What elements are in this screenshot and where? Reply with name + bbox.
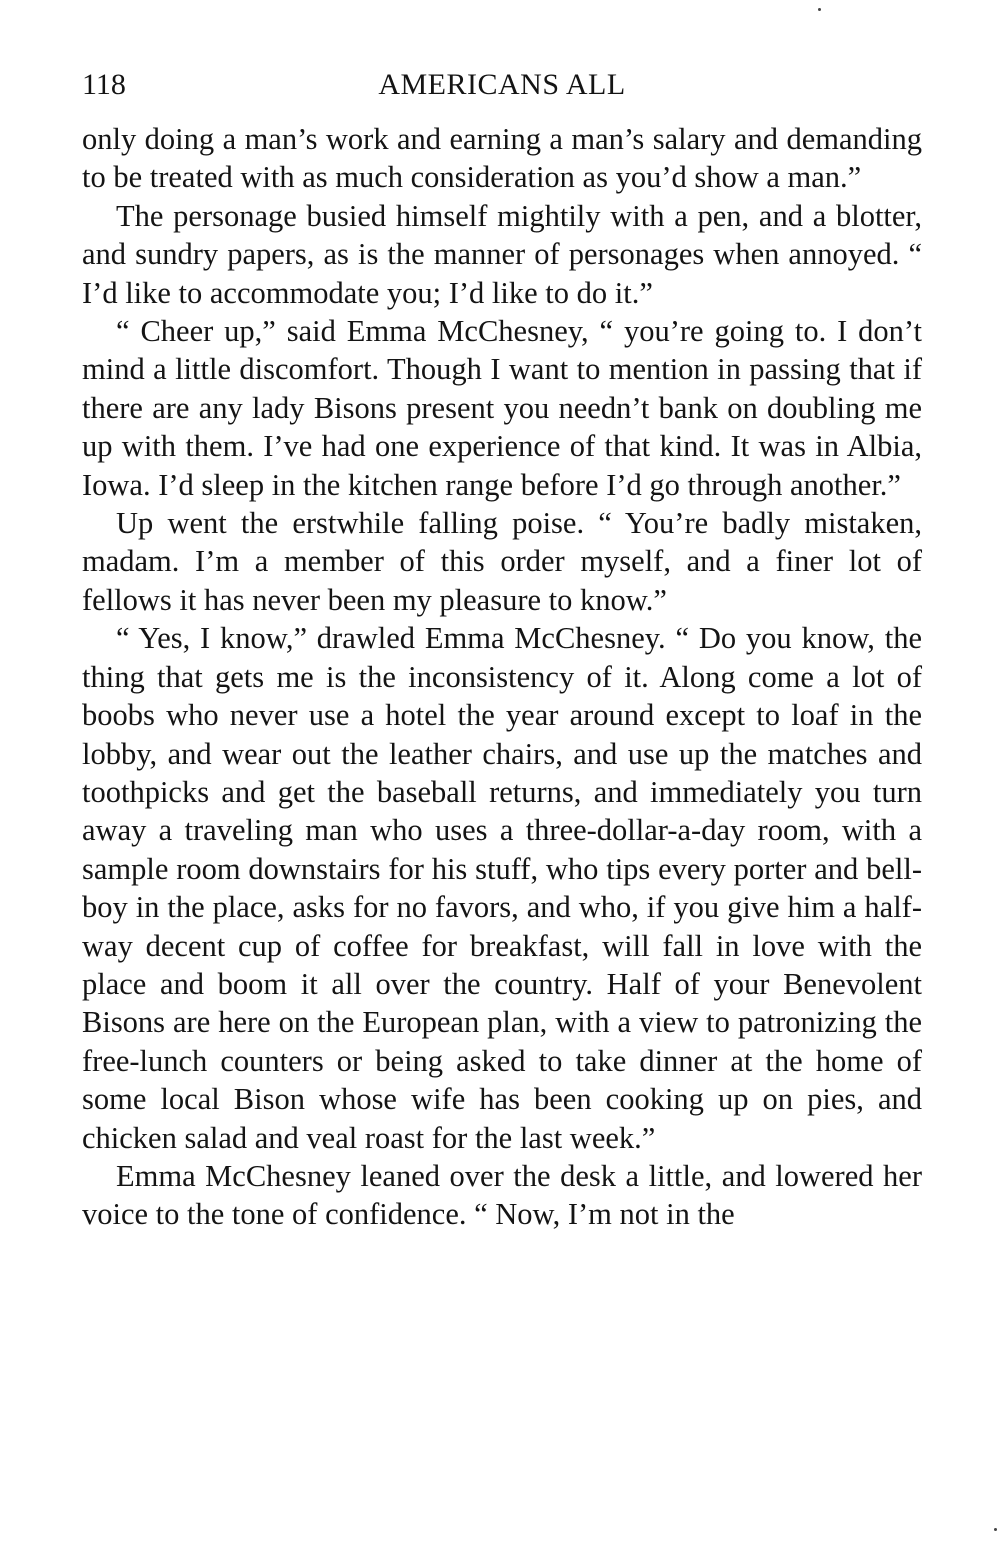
body-text (82, 120, 922, 1234)
scan-speck (994, 1528, 997, 1531)
paragraph-continued: only doing a man’s work and earning a man’s salary and demanding to be treated with as much consideration as you’d show a man.” (82, 122, 922, 195)
scan-speck (818, 8, 821, 11)
page-number: 118 (82, 68, 126, 101)
paragraph: Up went the erstwhile falling poise. “ You’re badly mistaken, madam. I’m a member of this order myself, and a finer lot of fellows it has never been my pleasure to know.” (82, 506, 922, 617)
paragraph: Emma McChesney leaned over the desk a little, and lowered her voice to the tone of confidence. “ Now, I’m not in the (82, 1158, 922, 1232)
running-head (82, 62, 922, 108)
paragraph: “ Yes, I know,” drawled Emma McChesney. “ Do you know, the thing that gets me is the inconsistency of it. Along come a lot of boobs who never use a hotel the year around except to loaf in the lobby, and wear out the leather chairs, and use up the matches and toothpicks and get the baseball returns, and immediately you turn away a traveling man who uses a three-dollar-a-day room, with a sample room downstairs for his stuff, who tips every porter and bell-boy in the place, asks for no favors, and who, if you give him a half-way decent cup of coffee for breakfast, will fall in love with the place and boom it all over the country. Half of your Benevolent Bisons are here on the European plan, with a view to patronizing the free-lunch counters or being asked to take dinner at the home of some local Bison whose wife has been cooking up on pies, and chicken salad and veal roast for the last week.” (82, 621, 922, 1155)
running-title: AMERICANS ALL (378, 68, 626, 101)
book-page (82, 62, 922, 1234)
paragraph: “ Cheer up,” said Emma McChesney, “ you’re going to. I don’t mind a little discomfort. Though I want to mention in passing that if there are any lady Bisons present you needn’t bank on doubling me up with them. I’ve had one experience of that kind. It was in Albia, Iowa. I’d sleep in the kitchen range before I’d go through another.” (82, 314, 922, 502)
paragraph: The personage busied himself mightily with a pen, and a blotter, and sundry papers, as is the manner of personages when annoyed. “ I’d like to accommodate you; I’d like to do it.” (82, 198, 922, 310)
